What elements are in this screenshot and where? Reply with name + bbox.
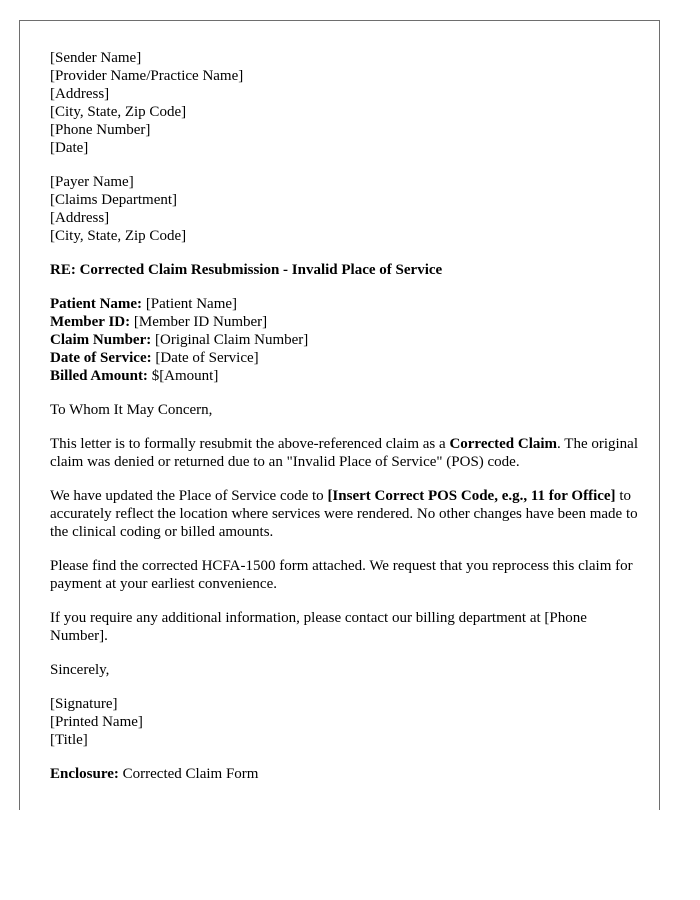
claim-details bbox=[50, 295, 640, 385]
recipient-payer: [Payer Name] bbox=[50, 174, 134, 190]
paragraph1-text-b: . The original claim was denied or returned due to an "Invalid Place of Service" (POS) code. bbox=[50, 436, 639, 470]
paragraph-corrected-claim bbox=[50, 435, 640, 471]
sender-phone: [Phone Number] bbox=[50, 122, 151, 138]
sender-city-state-zip: [City, State, Zip Code] bbox=[50, 104, 187, 120]
member-id-row bbox=[50, 313, 640, 331]
paragraph-attachment: Please find the corrected HCFA-1500 form attached. We request that you reprocess this claim for payment at your earliest convenience. bbox=[50, 558, 633, 592]
member-id-value: [Member ID Number] bbox=[133, 314, 268, 330]
recipient-city-state-zip: [City, State, Zip Code] bbox=[50, 228, 187, 244]
letter-body bbox=[50, 49, 640, 799]
sender-practice: [Provider Name/Practice Name] bbox=[50, 68, 244, 84]
claim-number-row bbox=[50, 331, 640, 349]
date-of-service-row bbox=[50, 349, 640, 367]
enclosure-row bbox=[50, 765, 640, 783]
patient-name-row bbox=[50, 295, 640, 313]
recipient-block bbox=[50, 173, 640, 245]
paragraph1-bold: Corrected Claim bbox=[449, 436, 558, 452]
signature-block bbox=[50, 695, 640, 749]
paragraph-contact: If you require any additional information, please contact our billing department at [Phone Number]. bbox=[50, 610, 587, 644]
sender-block bbox=[50, 49, 640, 157]
signer-title: [Title] bbox=[50, 732, 88, 748]
recipient-department: [Claims Department] bbox=[50, 192, 178, 208]
subject-line bbox=[50, 261, 640, 279]
enclosure-line bbox=[50, 765, 640, 783]
claim-number-value: [Original Claim Number] bbox=[155, 332, 309, 348]
paragraph2-text-a: We have updated the Place of Service code to bbox=[50, 488, 328, 504]
enclosure-label: Enclosure: bbox=[50, 766, 119, 782]
closing: Sincerely, bbox=[50, 662, 110, 678]
billed-amount-label: Billed Amount: bbox=[50, 368, 148, 384]
paragraph-pos-update bbox=[50, 487, 640, 541]
enclosure-value: Corrected Claim Form bbox=[122, 766, 259, 782]
claim-number-label: Claim Number: bbox=[50, 332, 152, 348]
billed-amount-row bbox=[50, 367, 640, 385]
paragraph1-text-a: This letter is to formally resubmit the above-referenced claim as a bbox=[50, 436, 450, 452]
signature: [Signature] bbox=[50, 696, 118, 712]
patient-name-value: [Patient Name] bbox=[145, 296, 238, 312]
patient-name-label: Patient Name: bbox=[50, 296, 143, 312]
sender-address: [Address] bbox=[50, 86, 110, 102]
paragraph2-bold: [Insert Correct POS Code, e.g., 11 for Office] bbox=[327, 488, 616, 504]
salutation: To Whom It May Concern, bbox=[50, 402, 213, 418]
subject-text: RE: Corrected Claim Resubmission - Invalid Place of Service bbox=[50, 262, 443, 278]
letter-page bbox=[19, 20, 660, 810]
paragraph2-text-b: to accurately reflect the location where services were rendered. No other changes have been made to the clinical coding or billed amounts. bbox=[50, 488, 638, 540]
sender-name: [Sender Name] bbox=[50, 50, 142, 66]
date-of-service-label: Date of Service: bbox=[50, 350, 152, 366]
billed-amount-value: $[Amount] bbox=[151, 368, 219, 384]
date-of-service-value: [Date of Service] bbox=[155, 350, 259, 366]
printed-name: [Printed Name] bbox=[50, 714, 143, 730]
recipient-address: [Address] bbox=[50, 210, 110, 226]
member-id-label: Member ID: bbox=[50, 314, 131, 330]
letter-date: [Date] bbox=[50, 140, 89, 156]
